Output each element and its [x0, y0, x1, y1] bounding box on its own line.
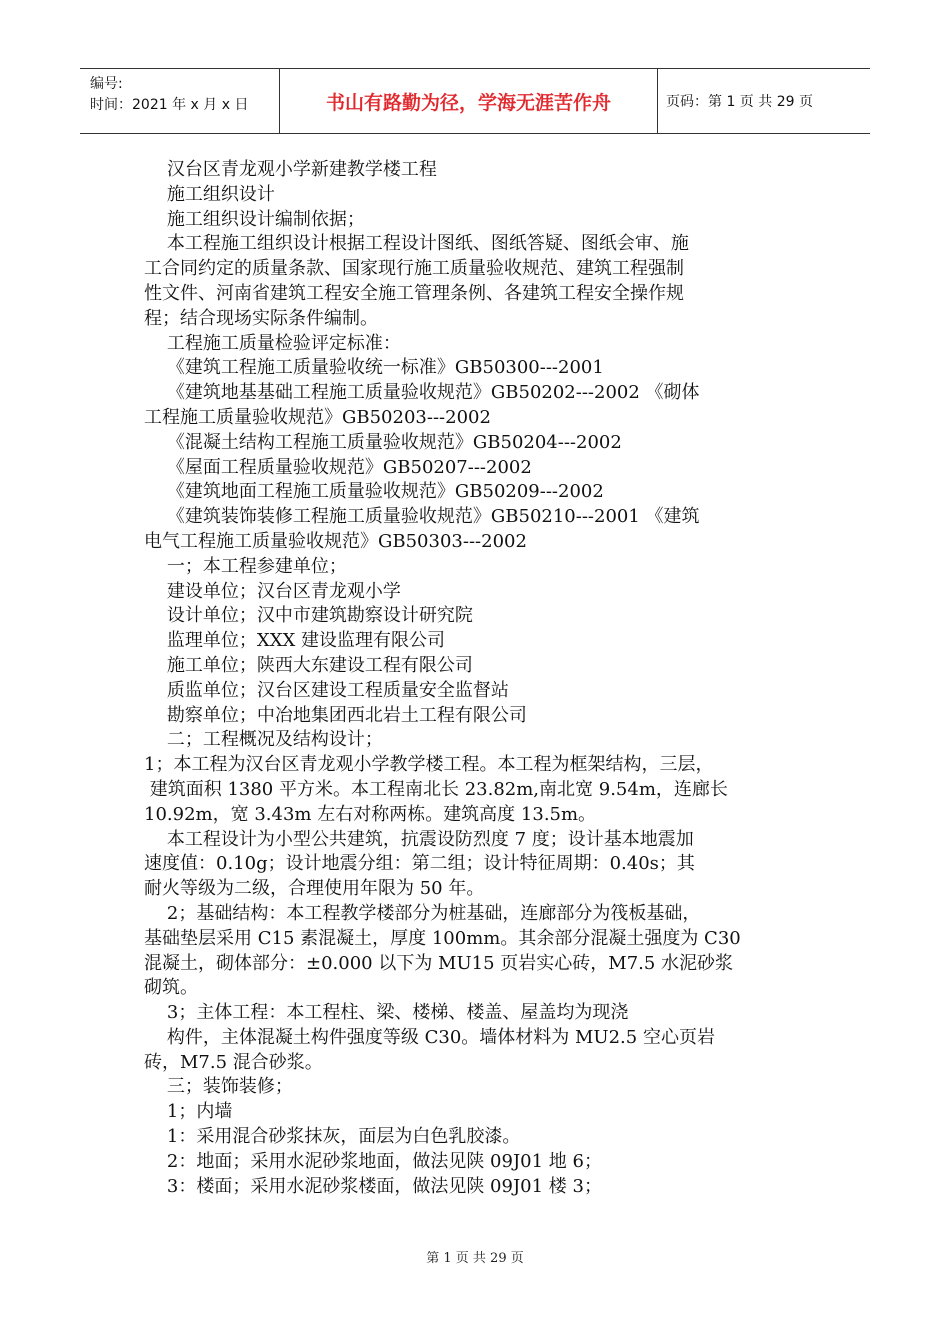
- text-line: 砖，M7.5 混合砂浆。: [144, 1051, 323, 1073]
- text-line: 本工程施工组织设计根据工程设计图纸、图纸答疑、图纸会审、施: [144, 233, 689, 255]
- text-line: 3；主体工程：本工程柱、梁、楼梯、楼盖、屋盖均为现浇: [144, 1002, 629, 1024]
- text-line: 构件，主体混凝土构件强度等级 C30。墙体材料为 MU2.5 空心页岩: [144, 1026, 715, 1048]
- text-line: 《混凝土结构工程施工质量验收规范》GB50204---2002: [144, 431, 622, 453]
- header-meta: [80, 69, 280, 133]
- document-body: [144, 158, 816, 1199]
- page-header: [80, 68, 870, 134]
- text-line: 施工单位；陕西大东建设工程有限公司: [144, 654, 473, 676]
- text-line: 3：楼面；采用水泥砂浆楼面，做法见陕 09J01 楼 3；: [144, 1175, 602, 1197]
- text-line: 工合同约定的质量条款、国家现行施工质量验收规范、建筑工程强制: [144, 258, 684, 280]
- text-line: 耐火等级为二级，合理使用年限为 50 年。: [144, 878, 485, 900]
- text-line: 10.92m，宽 3.43m 左右对称两栋。建筑高度 13.5m。: [144, 803, 597, 825]
- page-footer: 第 1 页 共 29 页: [426, 1251, 524, 1266]
- text-line: 工程施工质量检验评定标准：: [144, 332, 401, 354]
- text-line: 监理单位；XXX 建设监理有限公司: [144, 630, 446, 652]
- header-number-label: 编号:: [90, 76, 123, 92]
- text-line: 电气工程施工质量验收规范》GB50303---2002: [144, 530, 527, 552]
- text-line: 1；内墙: [144, 1101, 233, 1123]
- text-line: 质监单位；汉台区建设工程质量安全监督站: [144, 679, 509, 701]
- text-line: 程；结合现场实际条件编制。: [144, 307, 378, 329]
- text-line: 速度值：0.10g；设计地震分组：第二组；设计特征周期：0.40s；其: [144, 853, 695, 875]
- text-line: 《屋面工程质量验收规范》GB50207---2002: [144, 456, 532, 478]
- text-line: 本工程设计为小型公共建筑，抗震设防烈度 7 度；设计基本地震加: [144, 828, 694, 850]
- text-line: 《建筑工程施工质量验收统一标准》GB50300---2001: [144, 357, 604, 379]
- text-line: 建筑面积 1380 平方米。本工程南北长 23.82m,南北宽 9.54m，连廊长: [144, 778, 728, 800]
- text-line: 混凝土，砌体部分：±0.000 以下为 MU15 页岩实心砖，M7.5 水泥砂浆: [144, 952, 734, 974]
- text-line: 二；工程概况及结构设计；: [144, 729, 383, 751]
- text-line: 2：地面；采用水泥砂浆地面，做法见陕 09J01 地 6；: [144, 1150, 602, 1172]
- text-line: 勘察单位；中冶地集团西北岩土工程有限公司: [144, 704, 527, 726]
- text-line: 设计单位；汉中市建筑勘察设计研究院: [144, 605, 473, 627]
- header-time: 时间：2021 年 x 月 x 日: [90, 97, 249, 113]
- text-line: 《建筑地基基础工程施工质量验收规范》GB50202---2002 《砌体: [144, 382, 700, 404]
- text-line: 1；本工程为汉台区青龙观小学教学楼工程。本工程为框架结构，三层，: [144, 754, 714, 776]
- header-motto: 书山有路勤为径，学海无涯苦作舟: [280, 69, 658, 133]
- text-line: 《建筑地面工程施工质量验收规范》GB50209---2002: [144, 481, 604, 503]
- text-line: 《建筑装饰装修工程施工质量验收规范》GB50210---2001 《建筑: [144, 506, 700, 528]
- text-line: 汉台区青龙观小学新建教学楼工程: [144, 159, 437, 180]
- text-line: 砌筑。: [144, 977, 198, 999]
- text-line: 工程施工质量验收规范》GB50203---2002: [144, 406, 491, 428]
- text-line: 性文件、河南省建筑工程安全施工管理条例、各建筑工程安全操作规: [144, 282, 684, 304]
- text-line: 2；基础结构：本工程教学楼部分为桩基础，连廊部分为筏板基础，: [144, 902, 701, 924]
- text-line: 一；本工程参建单位；: [144, 555, 347, 577]
- header-page-info: 页码：第 1 页 共 29 页: [666, 94, 813, 110]
- text-line: 三；装饰装修；: [144, 1076, 293, 1098]
- text-line: 施工组织设计: [144, 183, 275, 205]
- text-line: 施工组织设计编制依据；: [144, 208, 365, 230]
- text-line: 1：采用混合砂浆抹灰，面层为白色乳胶漆。: [144, 1126, 521, 1148]
- text-line: 基础垫层采用 C15 素混凝土，厚度 100mm。其余部分混凝土强度为 C30: [144, 927, 741, 949]
- text-line: 建设单位；汉台区青龙观小学: [144, 580, 401, 602]
